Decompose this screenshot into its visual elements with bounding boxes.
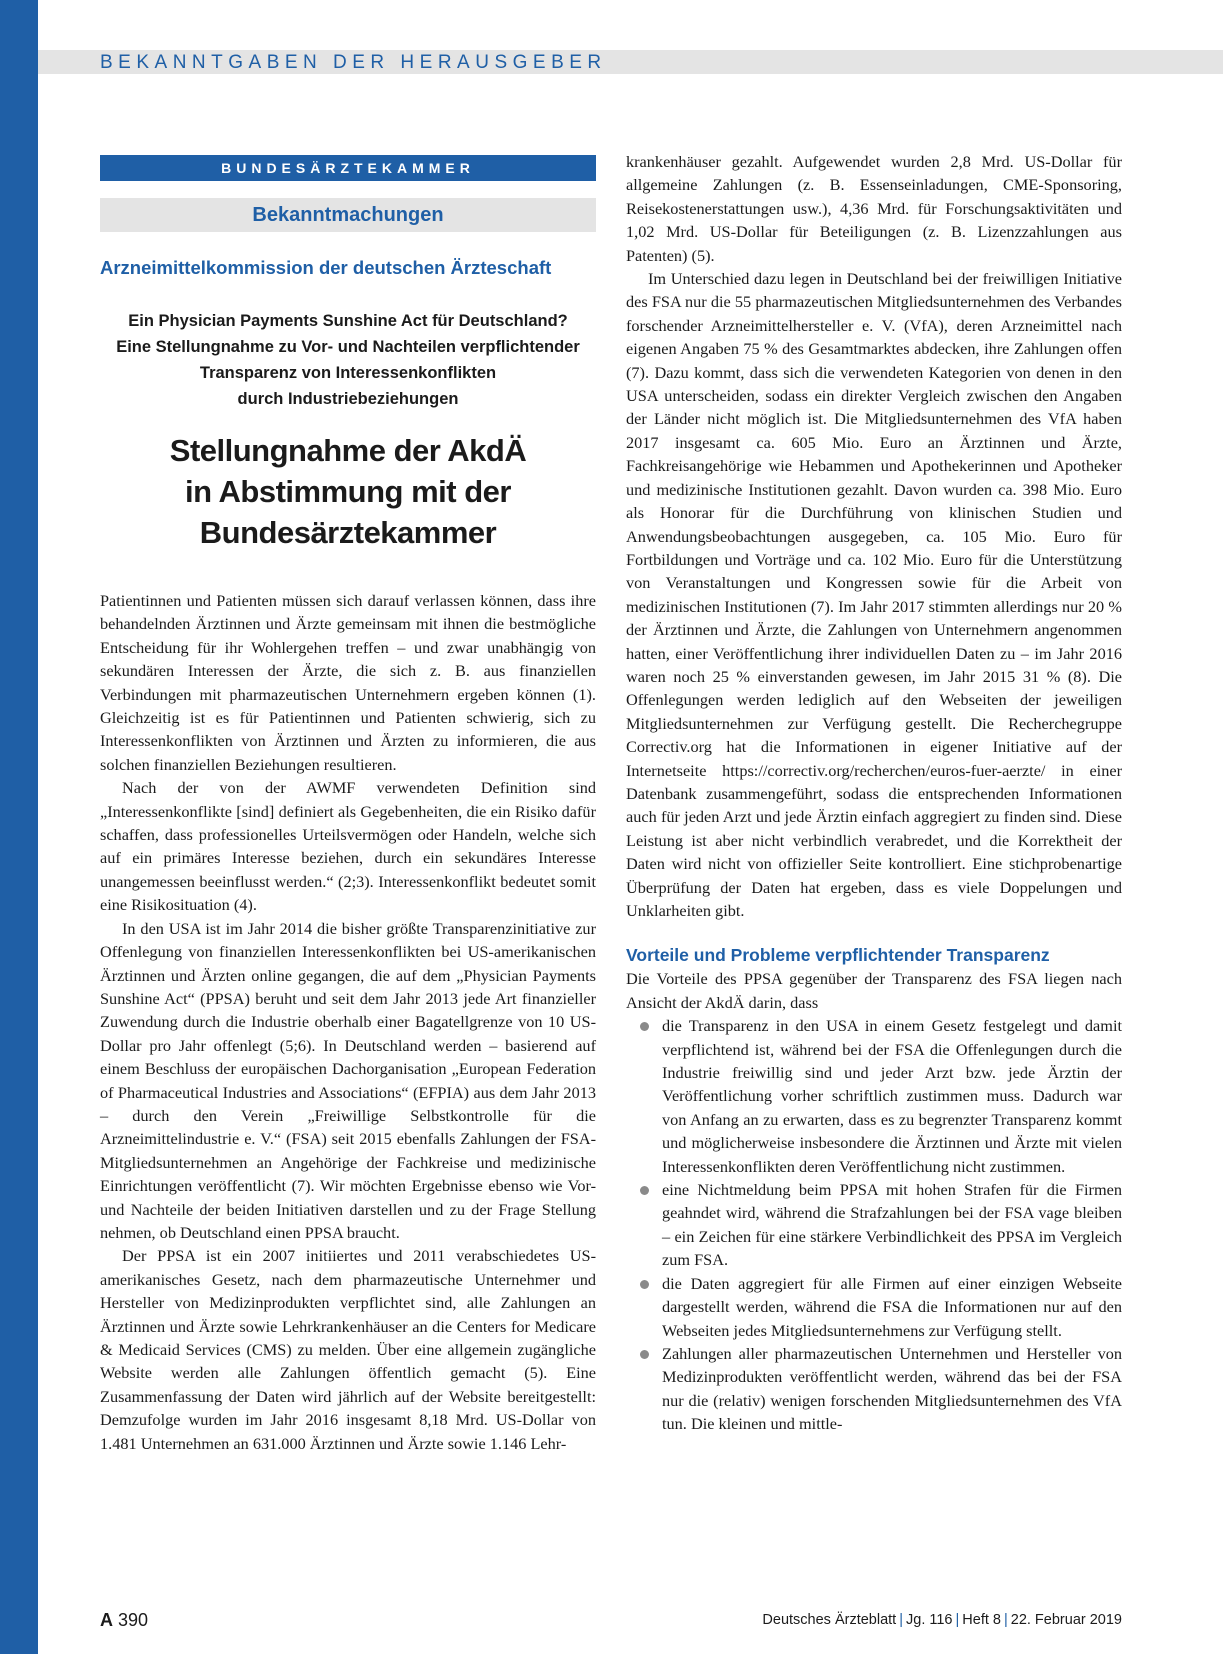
intro-heading-line: Eine Stellungnahme zu Vor- und Nachteilen verpflichtender [116, 338, 580, 356]
paragraph: krankenhäuser gezahlt. Aufgewendet wurden 2,8 Mrd. US-Dollar für allgemeine Zahlungen (z. B. Essenseinladungen, CME-Sponsoring, Reisekostenerstattungen usw.), 4,36 Mrd. für Forschungsaktivitäten und 1,02 Mrd. US-Dollar für Beteiligungen (z. B. Lizenzzahlungen aus Patenten) (5). [626, 152, 1122, 265]
intro-heading-line: Ein Physician Payments Sunshine Act für Deutschland? [128, 312, 568, 330]
list-item [626, 1178, 1122, 1272]
journal-issue: Heft 8 [962, 1612, 1001, 1628]
subsection-label: Bekanntmachungen [100, 198, 596, 232]
right-column-body [626, 150, 1122, 1436]
page-header-title: BEKANNTGABEN DER HERAUSGEBER [100, 52, 607, 73]
main-heading-line: Stellungnahme der AkdÄ [169, 433, 527, 468]
paragraph: Im Unterschied dazu legen in Deutschland bei der freiwilligen Initiative des FSA nur die 55 pharmazeutischen Mitgliedsunternehmen des Verbandes forschender Arzneimittelhersteller e. V. (VfA), deren Arzneimittel nach eigenen Angaben 75 % des Gesamtmarktes abdecken, ihre Zahlungen offen (7). Dazu kommt, dass sich die verwendeten Kategorien von denen in den USA unterscheiden, sodass ein direkter Vergleich zwischen den Angaben der Länder nicht möglich ist. Die Mitgliedsunternehmen des VfA haben 2017 insgesamt ca. 605 Mio. Euro an Ärztinnen und Ärzte, Fachkreisangehörige wie Hebammen und Apothekerinnen und Apotheker und medizinische Institutionen gezahlt. Davon wurden ca. 398 Mio. Euro als Honorar für die Durchführung von klinischen Studien und Anwendungsbeobachtungen ausgegeben, ca. 105 Mio. Euro für Fortbildungen und Vorträge und ca. 102 Mio. Euro für die Unterstützung von Veranstaltungen und Kongressen sowie für die Arbeit von medizinischen Institutionen (7). Im Jahr 2017 stimmten allerdings nur 20 % der Ärztinnen und Ärzte, die Zahlungen von Unternehmern angenommen hatten, einer Veröffentlichung ihrer individuellen Daten zu – im Jahr 2016 waren noch 25 % einverstanden gewesen, im Jahr 2015 31 % (8). Die Offenlegungen werden lediglich auf den Webseiten der jeweiligen Mitgliedsunternehmen zur Verfügung gestellt. Die Recherchegruppe Correctiv.org hat die Informationen in eigener Initiative auf der Internetseite https://correctiv.org/recherchen/euros-fuer-aerzte/ in einer Datenbank zusammengeführt, sodass die entsprechenden Informationen auch für jeden Arzt und jede Ärztin einfach aggregiert zu finden sind. Diese Leistung ist aber nicht verbindlich verabredet, und die Korrektheit der Daten wird nicht von offizieller Seite kontrolliert. Eine stichprobenartige Überprüfung der Daten hat ergeben, dass es viele Doppelungen und Unklarheiten gibt. [626, 269, 1122, 920]
bullet-icon [640, 1280, 649, 1289]
subheading-intro: Die Vorteile des PPSA gegenüber der Transparenz des FSA liegen nach Ansicht der AkdÄ darin, dass [626, 969, 1122, 1012]
left-column-body [100, 589, 596, 1455]
left-color-bar [0, 0, 38, 1654]
article-main-heading [100, 430, 596, 553]
paragraph: In den USA ist im Jahr 2014 die bisher größte Transparenzinitiative zur Offenlegung von finanziellen Interessenkonflikten bei US-amerikanischen Ärztinnen und Ärzten online gegangen, die auf dem „Physician Payments Sunshine Act“ (PPSA) beruht und seit dem Jahr 2013 jede Art finanzieller Zuwendung durch die Industrie oberhalb einer Bagatellgrenze von 10 US-Dollar pro Jahr offenlegt (5;6). In Deutschland werden – basierend auf einem Beschluss der europäischen Dachorganisation „European Federation of Pharmaceutical Industries and Associations“ (EFPIA) aus dem Jahr 2013 – durch den Verein „Freiwillige Selbstkontrolle für die Arzneimittelindustrie e. V.“ (FSA) seit 2015 ebenfalls Zahlungen der FSA-Mitgliedsunternehmen an Angehörige der Fachkreise und medizinische Einrichtungen veröffentlicht (7). Wir möchten Ergebnisse ebenso wie Vor- und Nachteile der beiden Initiativen darstellen und zu der Frage Stellung nehmen, ob Deutschland einen PPSA braucht. [100, 918, 596, 1242]
list-item [626, 1342, 1122, 1436]
footer-separator: | [899, 1612, 903, 1628]
article-intro-heading [100, 308, 596, 412]
intro-heading-line: durch Industriebeziehungen [237, 390, 459, 408]
bullet-icon [640, 1350, 649, 1359]
page-number [100, 1610, 148, 1631]
footer-separator: | [1003, 1612, 1008, 1628]
section-subheading: Vorteile und Probleme verpflichtender Transparenz [626, 945, 1050, 966]
journal-date: 22. Februar 2019 [1010, 1612, 1122, 1628]
list-item [626, 1014, 1122, 1178]
bullet-icon [640, 1186, 649, 1195]
main-heading-line: in Abstimmung mit der [185, 474, 511, 509]
list-item-text: die Daten aggregiert für alle Firmen auf einer einzigen Webseite dargestellt werden, während die FSA die Informationen nur auf den Webseiten jedes Mitgliedsunternehmens zur Verfügung stellt. [662, 1273, 1122, 1340]
list-item-text: die Transparenz in den USA in einem Gesetz festgelegt und damit verpflichtend ist, während bei der FSA die Offenlegungen durch die Industrie freiwillig sind und jeder Arzt bzw. jede Ärztin der Veröffentlichung vorher schriftlich zustimmen muss. Dadurch war von Anfang an zu erwarten, dass es zu begrenzter Transparenz kommt und möglicherweise insbesondere die Ärztinnen und Ärzte mit vielen Interessenkonflikten deren Veröffentlichung nicht zustimmen. [662, 1016, 1122, 1176]
page-number-value: 390 [118, 1610, 149, 1630]
paragraph: Nach der von der AWMF verwendeten Definition sind „Interessenkonflikte [sind] definiert als Gegebenheiten, die ein Risiko dafür schaffen, dass professionelles Urteilsvermögen oder Handeln, welche sich auf ein primäres Interesse beziehen, durch ein sekundäres Interesse unangemessen beeinflusst werden.“ (2;3). Interessenkonflikt bedeutet somit eine Risikosituation (4). [100, 778, 596, 915]
commission-title: Arzneimittelkommission der deutschen Ärzteschaft [100, 257, 552, 278]
journal-name: Deutsches Ärzteblatt [762, 1612, 897, 1628]
main-heading-line: Bundesärztekammer [199, 515, 497, 550]
list-item-text: eine Nichtmeldung beim PPSA mit hohen Strafen für die Firmen geahndet wird, während die Strafzahlungen bei der FSA vage bleiben – ein Zeichen für eine stärkere Verbindlichkeit des PPSA im Vergleich zum FSA. [662, 1180, 1122, 1270]
list-item [626, 1272, 1122, 1342]
journal-footer [762, 1612, 1122, 1628]
paragraph: Der PPSA ist ein 2007 initiiertes und 2011 verabschiedetes US-amerikanisches Gesetz, nach dem pharmazeutische Unternehmer und Hersteller von Medizinprodukten verpflichtet sind, alle Zahlungen an Ärztinnen und Ärzte sowie Lehrkrankenhäuser an die Centers for Medicare & Medicaid Services (CMS) zu melden. Über eine allgemein zugängliche Website werden alle Zahlungen öffentlich gemacht (5). Eine Zusammenfassung der Daten wird jährlich auf der Website bereitgestellt: Demzufolge wurden im Jahr 2016 insgesamt 8,18 Mrd. US-Dollar von 1.481 Unternehmen an 631.000 Ärztinnen und Ärzte sowie 1.146 Lehr- [100, 1246, 596, 1453]
list-item-text: Zahlungen aller pharmazeutischen Unternehmen und Hersteller von Medizinprodukten veröffentlicht werden, während das bei der FSA nur die (relativ) wenigen forschenden Mitgliedsunternehmen des VfA tun. Die kleinen und mittle- [662, 1343, 1122, 1434]
intro-heading-line: Transparenz von Interessenkonflikten [199, 364, 497, 382]
section-label: BUNDESÄRZTEKAMMER [100, 155, 596, 181]
advantages-list [626, 1014, 1122, 1435]
bullet-icon [640, 1022, 649, 1031]
paragraph: Patientinnen und Patienten müssen sich darauf verlassen können, dass ihre behandelnden Ärztinnen und Ärzte gemeinsam mit ihnen die bestmögliche Entscheidung für ihr Wohlergehen treffen – und zwar unabhängig von sekundären Interessen der Ärzte, die sich z. B. aus finanziellen Verbindungen mit pharmazeutischen Unternehmern ergeben können (1). Gleichzeitig ist es für Patientinnen und Patienten schwierig, sich zu Interessenkonflikten von Ärztinnen und Ärzten zu informieren, die aus solchen finanziellen Beziehungen resultieren. [100, 591, 596, 774]
page-prefix: A [100, 1610, 113, 1630]
footer-separator: | [955, 1612, 960, 1628]
journal-volume: Jg. 116 [906, 1612, 953, 1628]
